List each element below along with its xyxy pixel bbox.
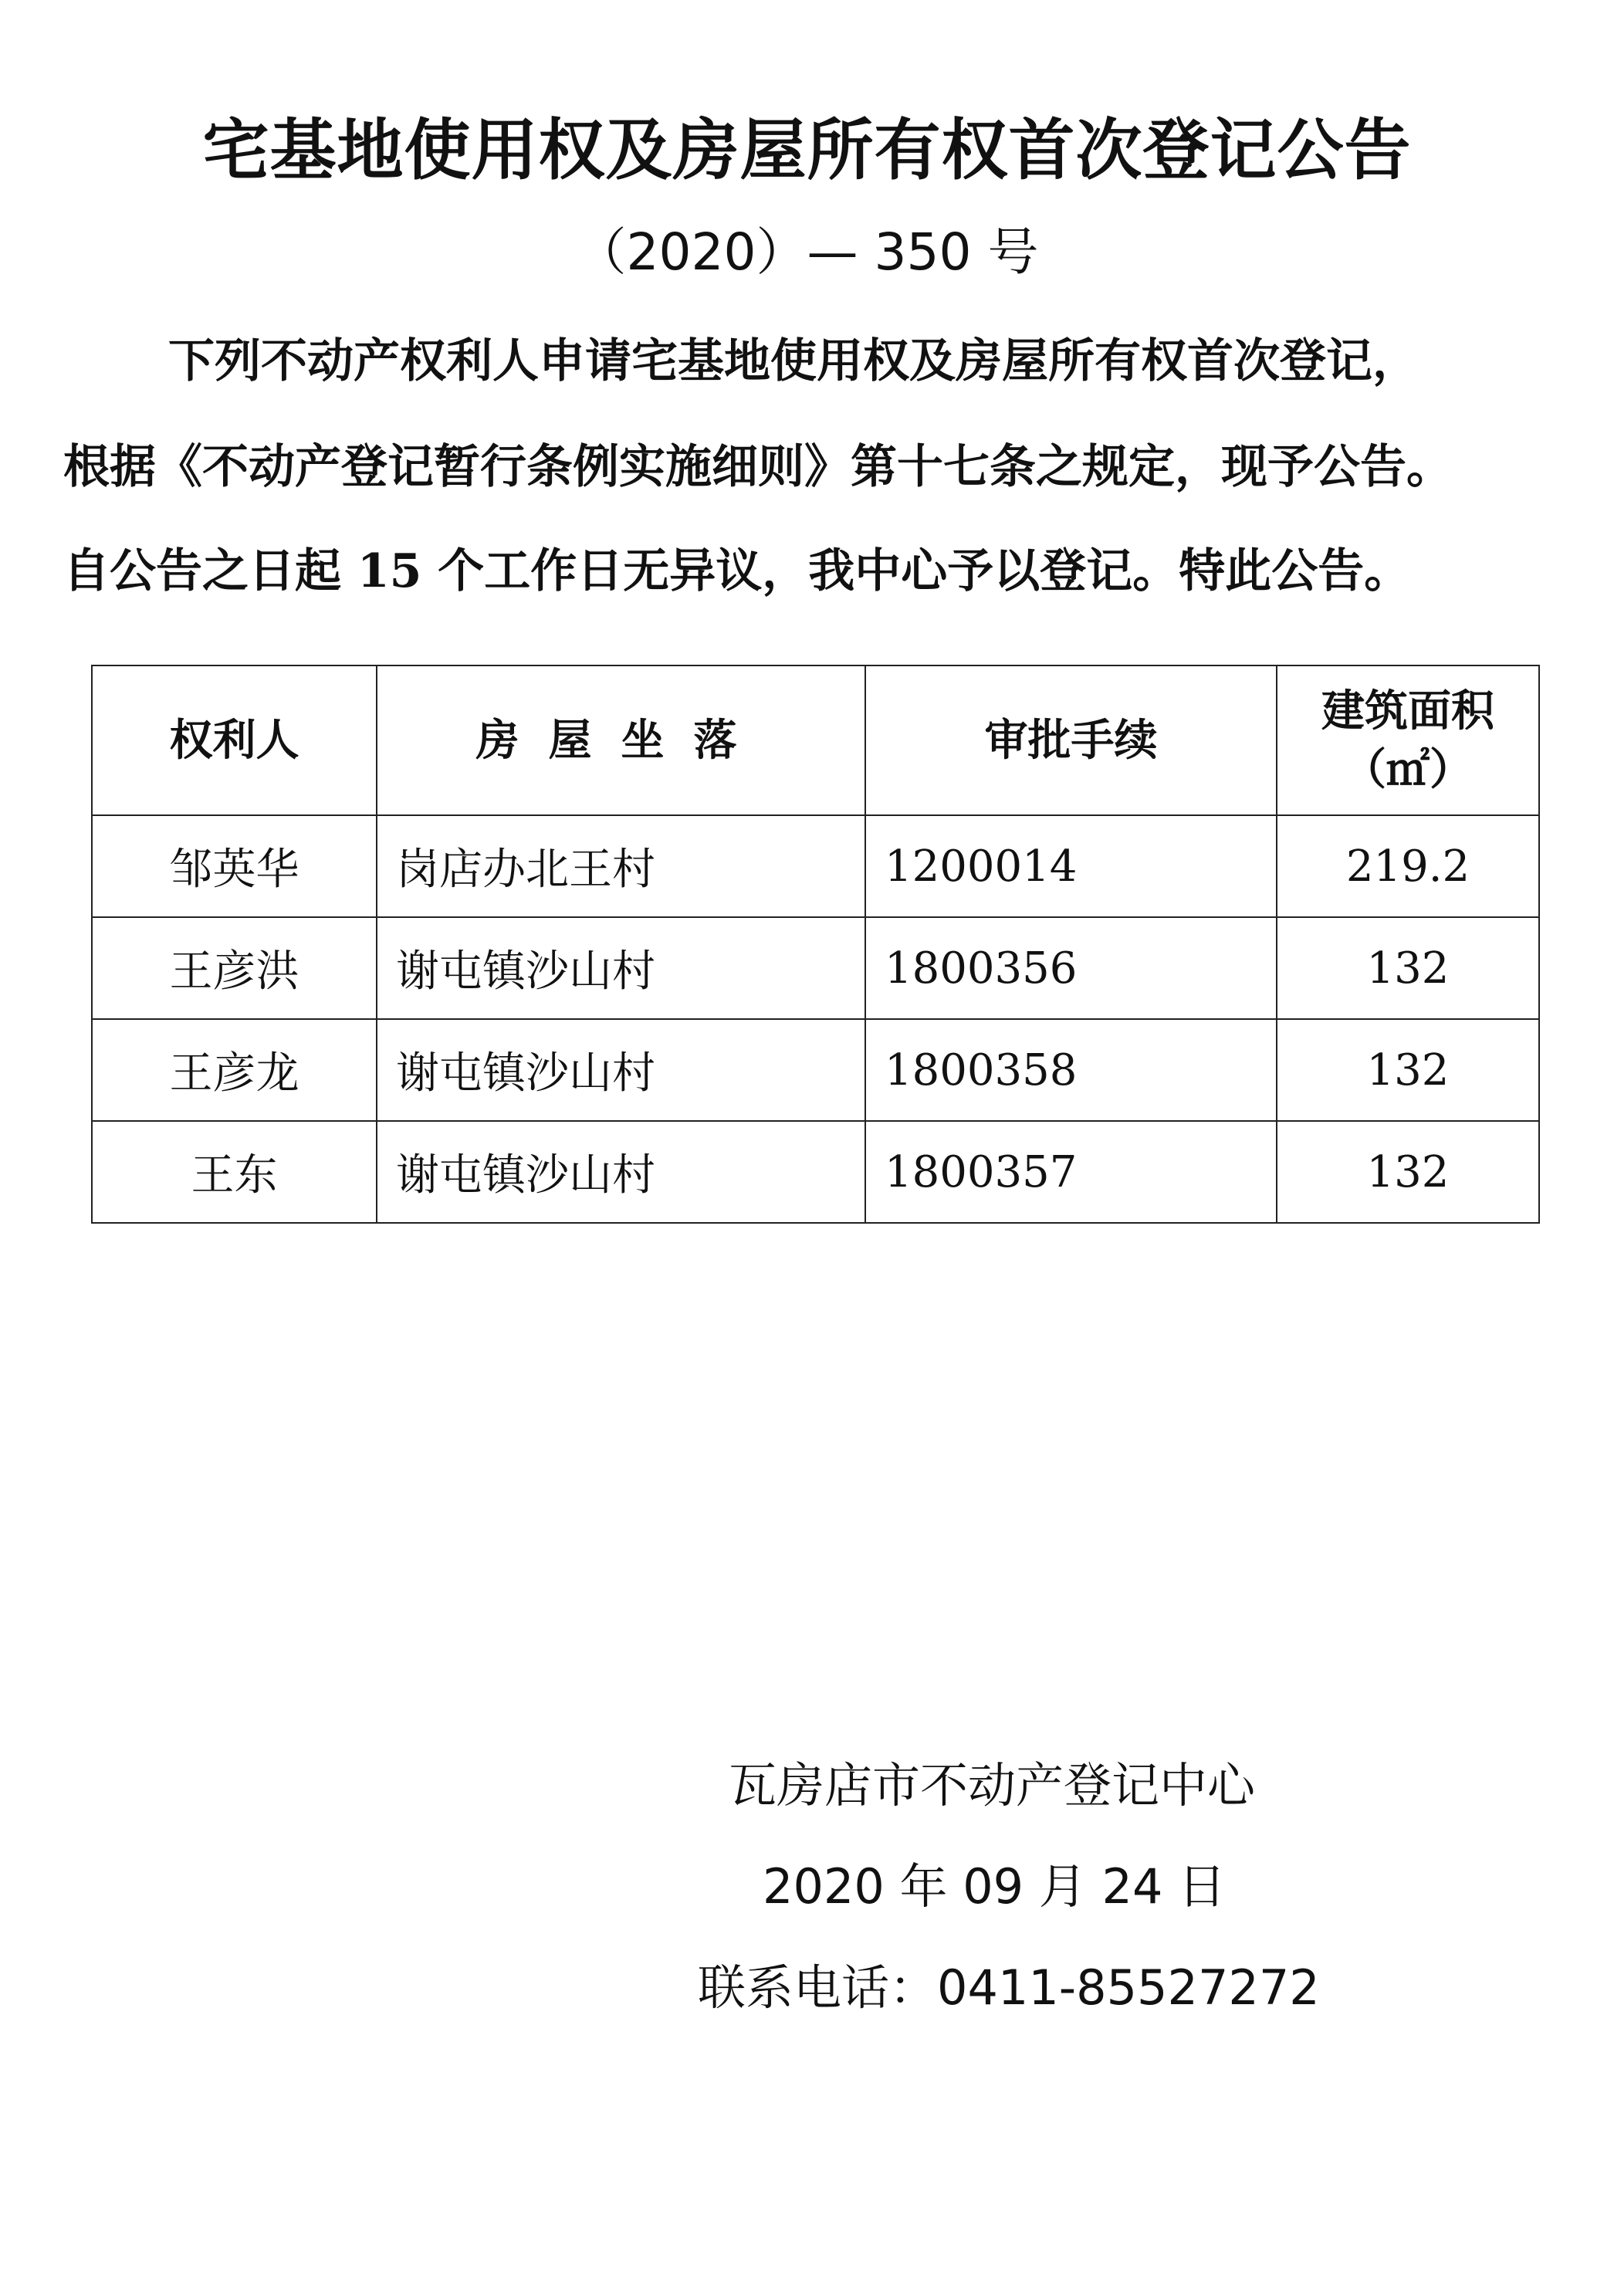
cell-area: 132 bbox=[1277, 917, 1539, 1019]
cell-area: 219.2 bbox=[1277, 815, 1539, 917]
cell-holder: 邹英华 bbox=[92, 815, 377, 917]
table-row bbox=[92, 917, 1539, 1019]
contact-phone: 联系电话：0411-85527272 bbox=[698, 1959, 1320, 2016]
cell-holder: 王彦龙 bbox=[92, 1019, 377, 1121]
table-row bbox=[92, 815, 1539, 917]
cell-approval: 1800358 bbox=[865, 1019, 1277, 1121]
cell-area: 132 bbox=[1277, 1019, 1539, 1121]
body-line-3: 自公告之日起 15 个工作日无异议，我中心予以登记。特此公告。 bbox=[63, 544, 1411, 598]
body-line-2: 根据《不动产登记暂行条例实施细则》第十七条之规定，现予公告。 bbox=[63, 440, 1453, 494]
cell-holder: 王东 bbox=[92, 1121, 377, 1223]
header-area-unit: （㎡） bbox=[1343, 744, 1473, 795]
notice-title: 宅基地使用权及房屋所有权首次登记公告 bbox=[202, 112, 1412, 189]
document-number: （2020）— 350 号 bbox=[575, 222, 1039, 282]
header-area-label: 建筑面积 bbox=[1321, 686, 1494, 737]
cell-area: 132 bbox=[1277, 1121, 1539, 1223]
issuing-organization: 瓦房店市不动产登记中心 bbox=[729, 1757, 1256, 1813]
cell-location: 岗店办北王村 bbox=[377, 815, 865, 917]
cell-approval: 1800356 bbox=[865, 917, 1277, 1019]
header-location: 房屋坐落 bbox=[377, 665, 865, 815]
cell-location: 谢屯镇沙山村 bbox=[377, 917, 865, 1019]
issue-date: 2020 年 09 月 24 日 bbox=[763, 1858, 1227, 1915]
table-row bbox=[92, 1121, 1539, 1223]
table-row bbox=[92, 1019, 1539, 1121]
cell-location: 谢屯镇沙山村 bbox=[377, 1019, 865, 1121]
cell-approval: 1800357 bbox=[865, 1121, 1277, 1223]
header-approval: 审批手续 bbox=[865, 665, 1277, 815]
cell-holder: 王彦洪 bbox=[92, 917, 377, 1019]
header-holder: 权利人 bbox=[92, 665, 377, 815]
cell-approval: 1200014 bbox=[865, 815, 1277, 917]
table-header-row bbox=[92, 665, 1539, 815]
header-area bbox=[1277, 665, 1539, 815]
cell-location: 谢屯镇沙山村 bbox=[377, 1121, 865, 1223]
body-line-1: 下列不动产权利人申请宅基地使用权及房屋所有权首次登记， bbox=[168, 334, 1419, 388]
registration-table bbox=[91, 665, 1540, 1224]
